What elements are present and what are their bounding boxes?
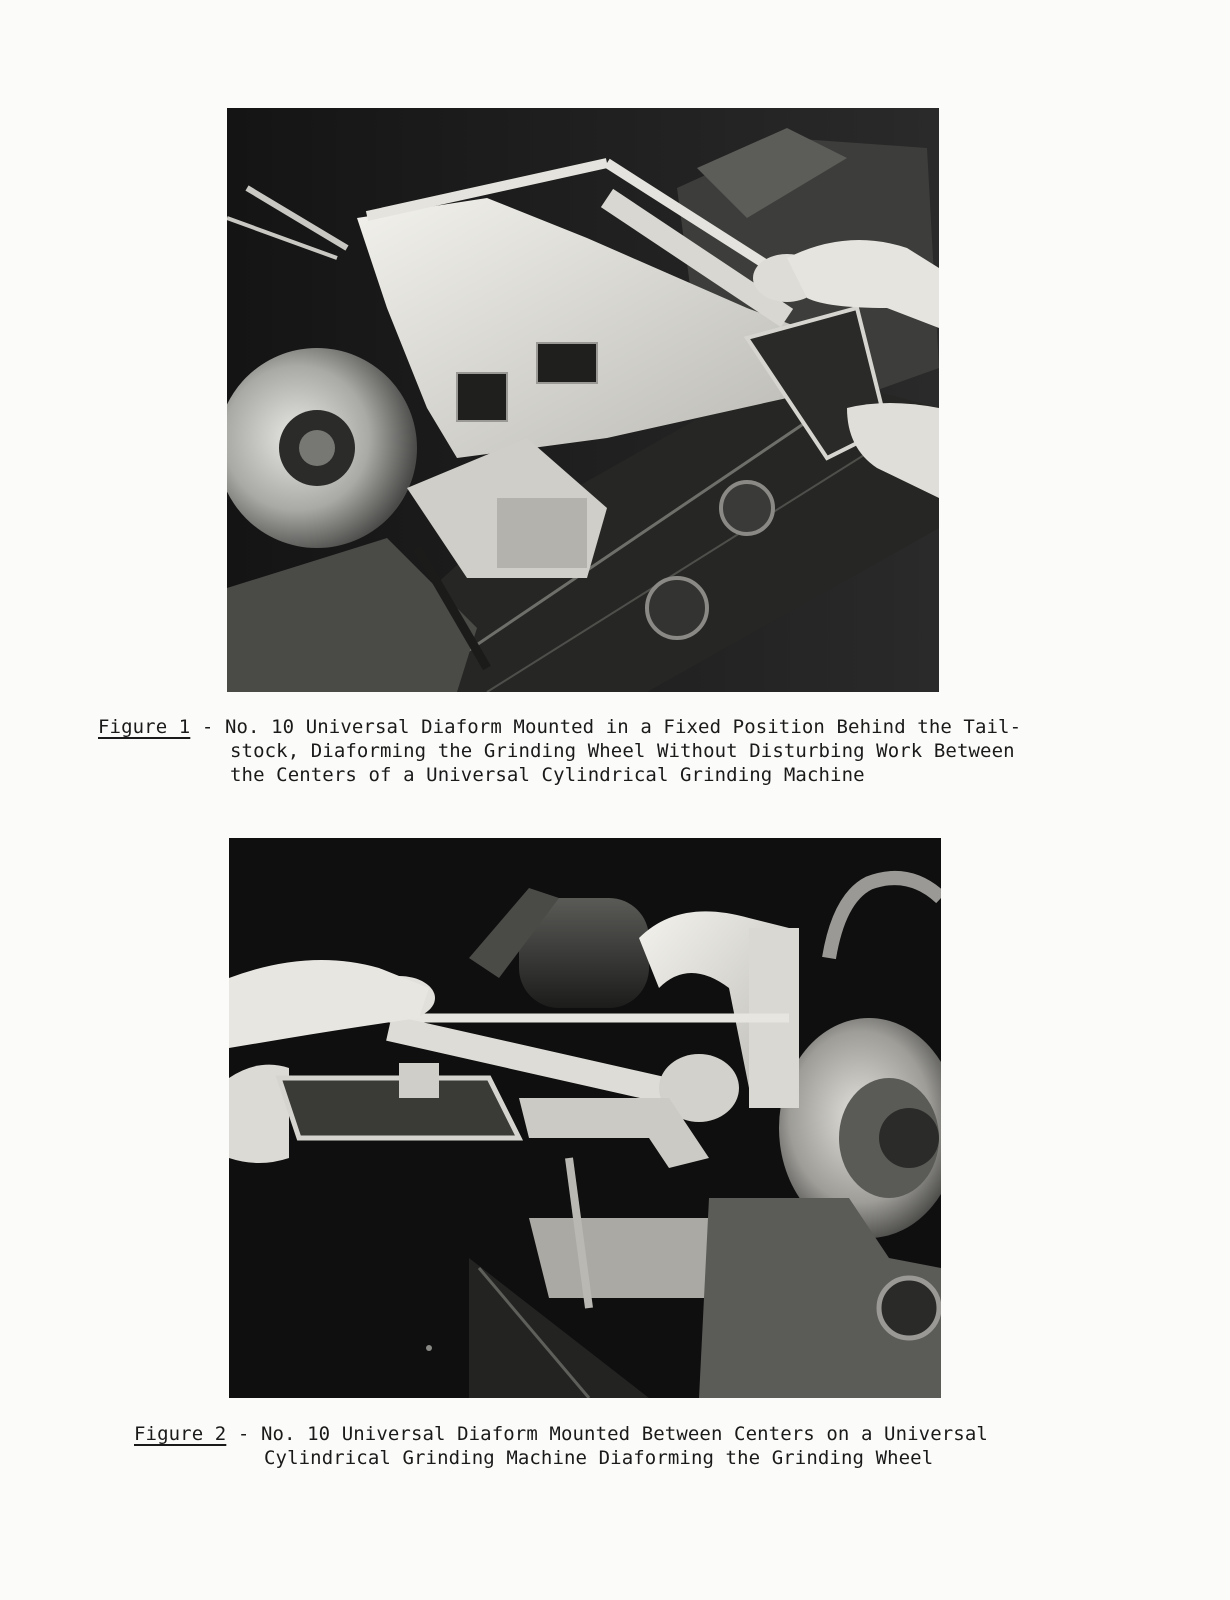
figure-1-photo-illustration (227, 108, 939, 692)
figure-1-label: Figure 1 (98, 716, 191, 738)
figure-1-caption-first-line (98, 715, 1098, 739)
figure-2-label: Figure 2 (134, 1423, 227, 1445)
figure-1-photograph (227, 108, 939, 692)
figure-1-caption-line-1: No. 10 Universal Diaform Mounted in a Fixed Position Behind the Tail- (224, 716, 1022, 738)
figure-2-caption-line-2: Cylindrical Grinding Machine Diaforming the Grinding Wheel (264, 1447, 934, 1469)
figure-1-caption-line-2: stock, Diaforming the Grinding Wheel Without Disturbing Work Between (230, 740, 1015, 762)
figure-2-caption-first-line (134, 1422, 1134, 1446)
figure-1-caption-line-3: the Centers of a Universal Cylindrical Grinding Machine (230, 764, 865, 786)
figure-2-separator: - (226, 1423, 261, 1445)
figure-2-photograph (229, 838, 941, 1398)
figure-1-separator: - (190, 716, 225, 738)
figure-2-caption (134, 1422, 1134, 1470)
figure-1-caption (98, 715, 1098, 787)
figure-2-photo-illustration (229, 838, 941, 1398)
figure-2-caption-line-1: No. 10 Universal Diaform Mounted Between Centers on a Universal (260, 1423, 988, 1445)
